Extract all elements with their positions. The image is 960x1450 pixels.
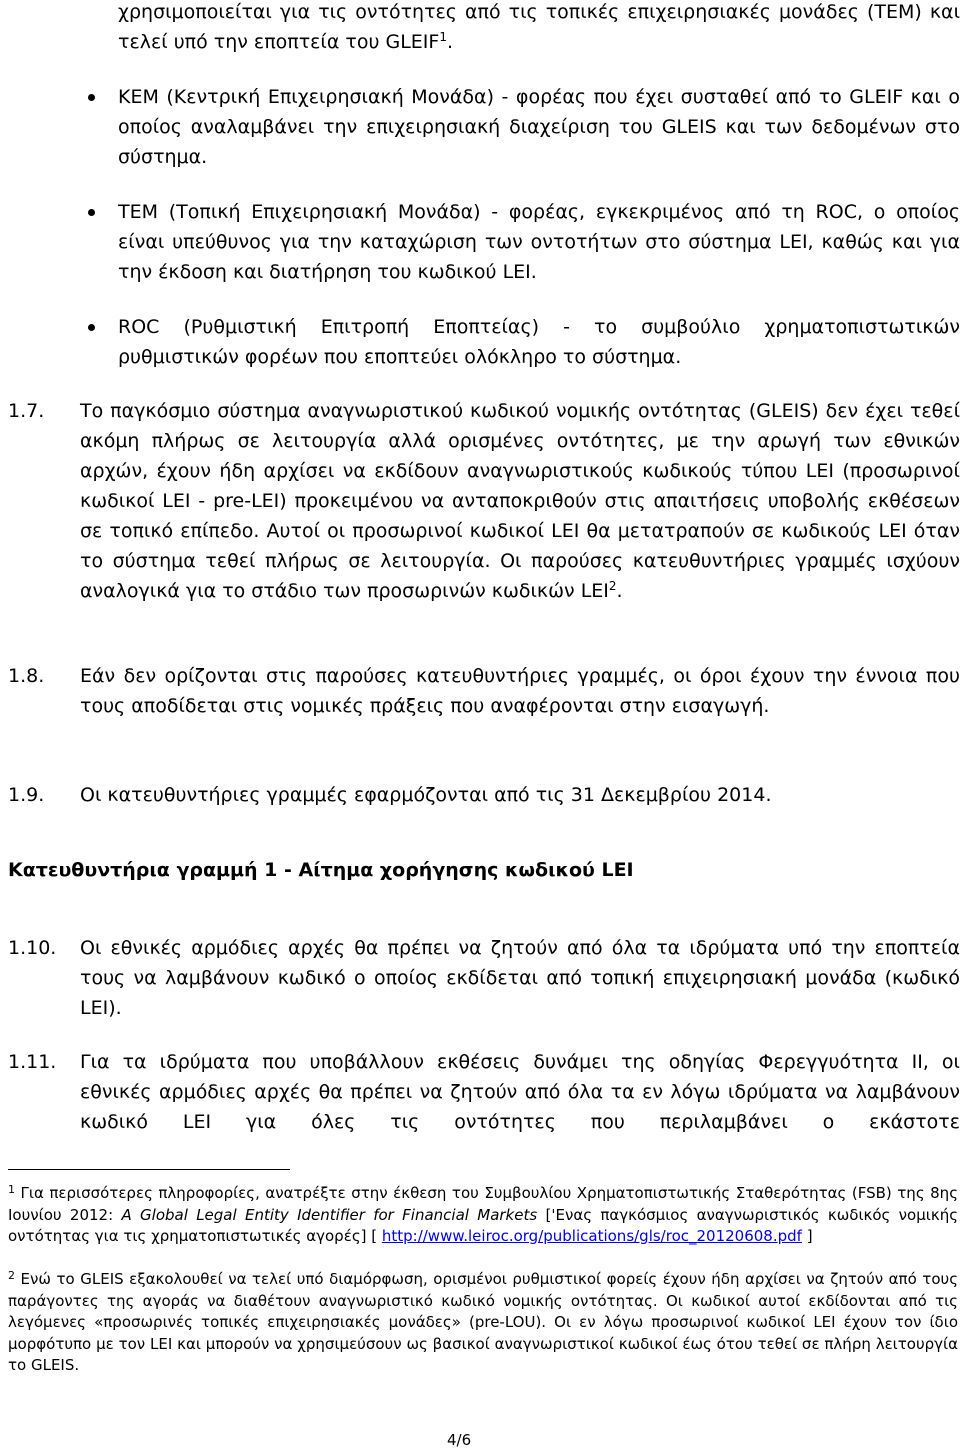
- continuation-paragraph: χρησιμοποιείται για τις οντότητες από τις τοπικές επιχειρησιακές μονάδες (ΤΕΜ) και τελεί υπό την εποπτεία του GLEIF$^1$.: [118, 1, 960, 53]
- footnote-link[interactable]: http://www.leiroc.org/publications/gls/roc_20120608.pdf: [381, 1227, 802, 1245]
- paragraph-number: 1.7.: [8, 400, 45, 422]
- footnote-1: $^1$ Για περισσότερες πληροφορίες, ανατρέξτε στην έκθεση του Συμβουλίου Χρηματοπιστωτικής Σταθερότητας (FSB) της 8ης Ιουνίου 2012: A Global Legal Entity Identifier for Financial Markets ['Ενας παγκόσμιος αναγνωριστικός κωδικός νομικής οντότητας για τις χρηματοπιστωτικές αγορές] [ http://www.leiroc.org/publications/gls/roc_20120608.pdf ]: [8, 1183, 959, 1245]
- footnote-ref[interactable]: 1: [439, 30, 447, 44]
- paragraph-number: 1.8.: [8, 665, 45, 687]
- paragraph-1-7: Το παγκόσμιο σύστημα αναγνωριστικού κωδικού νομικής οντότητας (GLEIS) δεν έχει τεθεί ακόμη πλήρως σε λειτουργία αλλά ορισμένες οντότητες, με την αρωγή των εθνικών αρχών, έχουν ήδη αρχίσει να εκδίδουν αναγνωριστικούς κωδικούς τύπου LEI (προσωρινοί κωδικοί LEI - pre-LEI) προκειμένου να ανταποκριθούν στις απαιτήσεις υποβολής εκθέσεων σε τοπικό επίπεδο. Αυτοί οι προσωρινοί κωδικοί LEI θα μετατραπούν σε κωδικούς LEI όταν το σύστημα τεθεί πλήρως σε λειτουργία. Οι παρούσες κατευθυντήριες γραμμές ισχύουν αναλογικά για το στάδιο των προσωρινών κωδικών LEI$^2$.: [80, 400, 960, 602]
- bullet-text: ΤΕΜ (Τοπική Επιχειρησιακή Μονάδα) - φορέας, εγκεκριμένος από τη ROC, ο οποίος είναι υπεύθυνος για την καταχώριση των οντοτήτων στο σύστημα LEI, καθώς και για την έκδοση και διατήρηση του κωδικού LEI.: [118, 201, 960, 283]
- continuation-text: χρησιμοποιείται για τις οντότητες από τις τοπικές επιχειρησιακές μονάδες (ΤΕΜ) και τελεί υπό την εποπτεία του GLEIF: [118, 1, 960, 53]
- paragraph-1-8: Εάν δεν ορίζονται στις παρούσες κατευθυντήριες γραμμές, οι όροι έχουν την έννοια που τους αποδίδεται στις νομικές πράξεις που αναφέρονται στην εισαγωγή.: [80, 665, 960, 717]
- paragraph-number: 1.11.: [8, 1051, 57, 1073]
- bullet-item: [118, 197, 960, 287]
- bullet-text: ROC (Ρυθμιστική Επιτροπή Εποπτείας) - το συμβούλιο χρηματοπιστωτικών ρυθμιστικών φορέων που εποπτεύει ολόκληρο το σύστημα.: [118, 316, 960, 368]
- paragraph-number: 1.10.: [8, 937, 57, 959]
- section-heading: Κατευθυντήρια γραμμή 1 - Αίτημα χορήγησης κωδικού LEI: [8, 859, 634, 881]
- bullet-icon: [88, 94, 95, 101]
- bullet-item: [118, 312, 960, 372]
- footnote-2: $^2$ Ενώ το GLEIS εξακολουθεί να τελεί υπό διαμόρφωση, ορισμένοι ρυθμιστικοί φορείς έχουν ήδη αρχίσει να ζητούν από τους παράγοντες της αγοράς να διαθέτουν αναγνωριστικό κωδικό νομικής οντότητας. Οι κωδικοί αυτοί εκδίδονται από τις λεγόμενες «προσωρινές τοπικές επιχειρησιακές μονάδες» (pre-LOU). Οι εν λόγω προσωρινοί κωδικοί LEI έχουν τον ίδιο μορφότυπο με τον LEI και μπορούν να χρησιμεύσουν ως βασικοί αναγνωριστικοί κωδικοί έως ότου τεθεί σε πλήρη λειτουργία το GLEIS.: [8, 1269, 958, 1374]
- paragraph-number: 1.9.: [8, 784, 45, 806]
- footnote-divider: [8, 1169, 290, 1170]
- bullet-icon: [88, 209, 95, 216]
- footnote-ref[interactable]: 2: [608, 579, 617, 593]
- bullet-text: ΚΕΜ (Κεντρική Επιχειρησιακή Μονάδα) - φορέας που έχει συσταθεί από το GLEIF και ο οποίος αναλαμβάνει την επιχειρησιακή διαχείριση του GLEIS και των δεδομένων στο σύστημα.: [118, 86, 960, 168]
- page-number: 4/6: [447, 1431, 472, 1449]
- paragraph-1-11: Για τα ιδρύματα που υποβάλλουν εκθέσεις δυνάμει της οδηγίας Φερεγγυότητα II, οι εθνικές αρμόδιες αρχές θα πρέπει να ζητούν από όλα τα εν λόγω ιδρύματα να λαμβάνουν κωδικό LEI για όλες τις οντότητες που περιλαμβάνει ο εκάστοτε: [80, 1051, 960, 1133]
- bullet-icon: [88, 324, 95, 331]
- bullet-item: [118, 82, 960, 172]
- paragraph-1-10: Οι εθνικές αρμόδιες αρχές θα πρέπει να ζητούν από όλα τα ιδρύματα υπό την εποπτεία τους να λαμβάνουν κωδικό ο οποίος εκδίδεται από τοπική επιχειρησιακή μονάδα (κωδικό LEI).: [80, 937, 960, 1019]
- paragraph-1-9: Οι κατευθυντήριες γραμμές εφαρμόζονται από τις 31 Δεκεμβρίου 2014.: [80, 784, 772, 806]
